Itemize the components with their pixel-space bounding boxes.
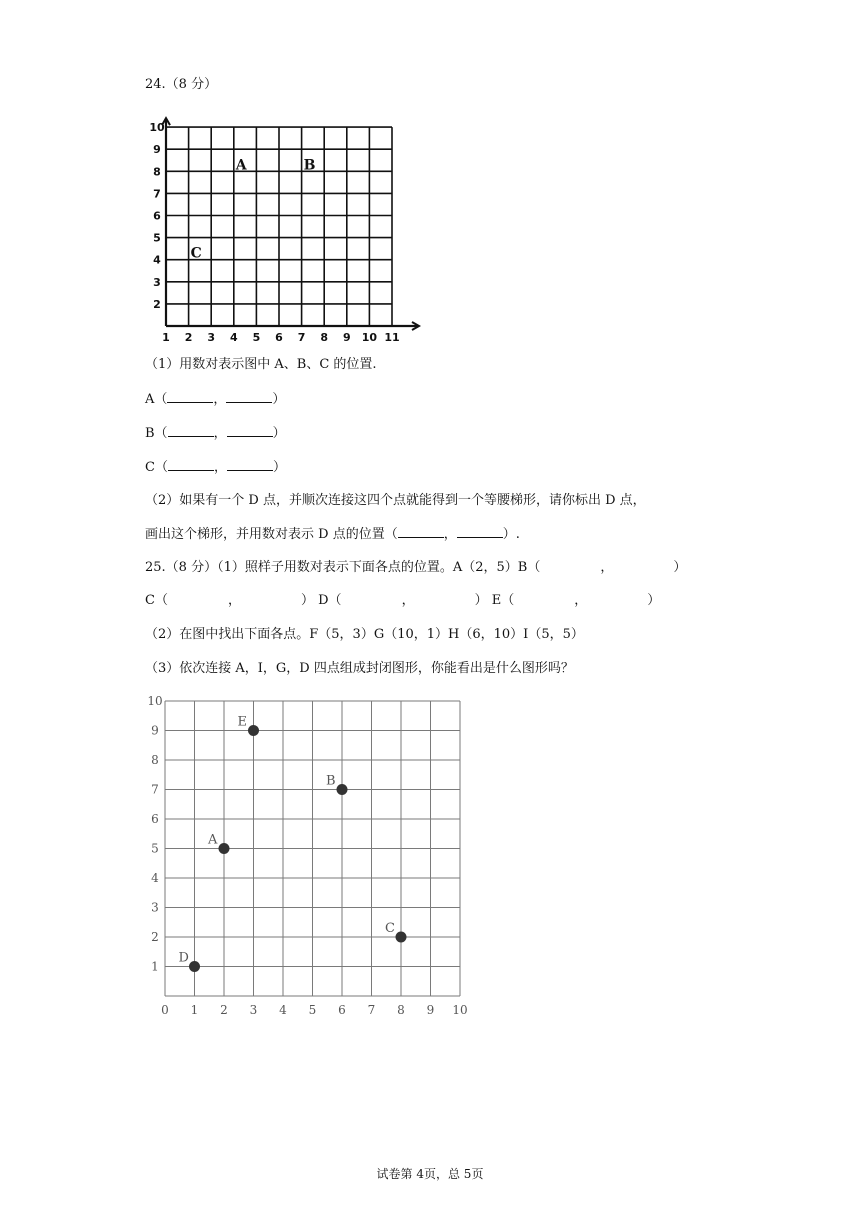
q25-line1 — [145, 560, 686, 576]
q25-sep: ， — [600, 560, 614, 575]
y-tick-label: 10 — [147, 694, 163, 708]
point-marker-a — [219, 843, 230, 854]
x-tick-label: 1 — [190, 1003, 199, 1017]
x-tick-label: 7 — [297, 331, 306, 344]
row-label: B（ — [145, 426, 168, 441]
row-end: ） — [272, 460, 286, 475]
point-label-b: B — [303, 157, 316, 174]
row-sep: ， — [213, 426, 227, 441]
sep: ， — [574, 593, 588, 608]
x-tick-label: 6 — [275, 331, 283, 344]
x-tick-label: 6 — [338, 1003, 346, 1017]
answer-blank[interactable] — [168, 425, 214, 437]
x-tick-label: 10 — [452, 1003, 468, 1017]
y-tick-label: 6 — [151, 812, 159, 826]
row-end: ） — [272, 426, 286, 441]
y-tick-label: 2 — [153, 297, 161, 311]
y-tick-label: 3 — [151, 900, 159, 915]
x-tick-label: 9 — [342, 331, 351, 344]
point-label-a: A — [235, 157, 247, 174]
y-tick-label: 5 — [153, 231, 161, 245]
point-marker-d — [189, 961, 200, 972]
x-tick-label: 8 — [320, 331, 329, 344]
sep: ， — [401, 593, 415, 608]
point-label-e: E — [237, 714, 247, 730]
q24-row-c — [145, 459, 286, 476]
x-tick-label: 4 — [229, 331, 238, 344]
point-marker-c — [396, 932, 407, 943]
x-tick-label: 9 — [426, 1003, 435, 1017]
part2-text: 画出这个梯形，并用数对表示 D 点的位置（ — [145, 527, 398, 542]
row-label: A（ — [145, 392, 168, 407]
answer-blank[interactable] — [167, 391, 213, 403]
point-c-label: C（ — [145, 593, 168, 608]
y-tick-label: 8 — [153, 165, 161, 179]
y-tick-label: 9 — [153, 143, 161, 157]
part2-end: ）. — [502, 527, 520, 542]
x-tick-label: 7 — [367, 1003, 376, 1017]
close: ） — [647, 593, 661, 608]
y-tick-label: 10 — [149, 121, 165, 135]
x-tick-label: 2 — [220, 1003, 228, 1017]
x-tick-label: 5 — [308, 1003, 317, 1017]
point-label-d: D — [178, 950, 189, 966]
y-tick-label: 9 — [151, 723, 159, 738]
y-tick-label: 7 — [153, 187, 161, 201]
q24-part2-line1: （2）如果有一个 D 点，并顺次连接这四个点就能得到一个等腰梯形，请你标出 D 点， — [145, 493, 646, 508]
y-tick-label: 5 — [151, 841, 159, 856]
answer-blank[interactable] — [457, 526, 503, 538]
close: ） — [300, 593, 314, 608]
x-tick-label: 8 — [397, 1003, 405, 1017]
q24-row-a — [145, 391, 285, 408]
answer-blank[interactable] — [168, 459, 214, 471]
point-marker-e — [248, 725, 259, 736]
q24-row-b — [145, 425, 286, 442]
x-tick-label: 0 — [161, 1003, 169, 1017]
row-label: C（ — [145, 460, 168, 475]
y-tick-label: 2 — [151, 930, 159, 944]
x-tick-label: 11 — [384, 331, 400, 344]
x-tick-label: 1 — [162, 331, 170, 344]
q24-part2-line2 — [145, 526, 520, 543]
answer-blank[interactable] — [398, 526, 444, 538]
y-tick-label: 1 — [151, 959, 159, 974]
x-tick-label: 2 — [184, 331, 193, 344]
point-e-label: E（ — [491, 593, 515, 608]
q25-title-text: 25.（8 分）（1）照样子用数对表示下面各点的位置。A（2，5）B（ — [145, 560, 541, 575]
x-tick-label: 10 — [361, 331, 378, 344]
point-marker-b — [337, 784, 348, 795]
point-d-label: D（ — [318, 593, 342, 608]
y-tick-label: 7 — [151, 782, 159, 797]
sep: ， — [227, 593, 241, 608]
row-sep: ， — [213, 392, 227, 407]
x-tick-label: 3 — [207, 331, 216, 344]
answer-blank[interactable] — [227, 425, 273, 437]
y-tick-label: 6 — [153, 209, 161, 223]
point-label-c: C — [190, 245, 202, 262]
grid-25 — [140, 690, 480, 1020]
q25-part2: （2）在图中找出下面各点。F（5，3）G（10，1）H（6，10）I（5，5） — [145, 627, 584, 642]
answer-blank[interactable] — [227, 459, 273, 471]
answer-blank[interactable] — [226, 391, 272, 403]
row-sep: ， — [213, 460, 227, 475]
y-tick-label: 4 — [153, 253, 161, 267]
x-tick-label: 4 — [279, 1003, 287, 1017]
grid-24 — [140, 115, 430, 344]
q25-close: ） — [673, 560, 687, 575]
close: ） — [474, 593, 488, 608]
part2-sep: ， — [443, 527, 457, 542]
y-tick-label: 4 — [151, 871, 159, 885]
page-footer: 试卷第 4页，总 5页 — [376, 1167, 484, 1181]
row-end: ） — [272, 392, 286, 407]
q25-part3: （3）依次连接 A，I，G，D 四点组成封闭图形，你能看出是什么图形吗？ — [145, 661, 574, 676]
point-label-c: C — [385, 921, 395, 936]
x-tick-label: 3 — [249, 1003, 258, 1017]
y-tick-label: 8 — [151, 753, 159, 767]
q25-line2 — [145, 593, 660, 609]
x-tick-label: 5 — [252, 331, 261, 344]
y-tick-label: 3 — [153, 275, 161, 289]
point-label-a: A — [208, 832, 218, 848]
question-24-title: 24.（8 分） — [145, 77, 218, 92]
point-label-b: B — [326, 773, 336, 789]
q24-part1: （1）用数对表示图中 A、B、C 的位置. — [145, 357, 377, 372]
